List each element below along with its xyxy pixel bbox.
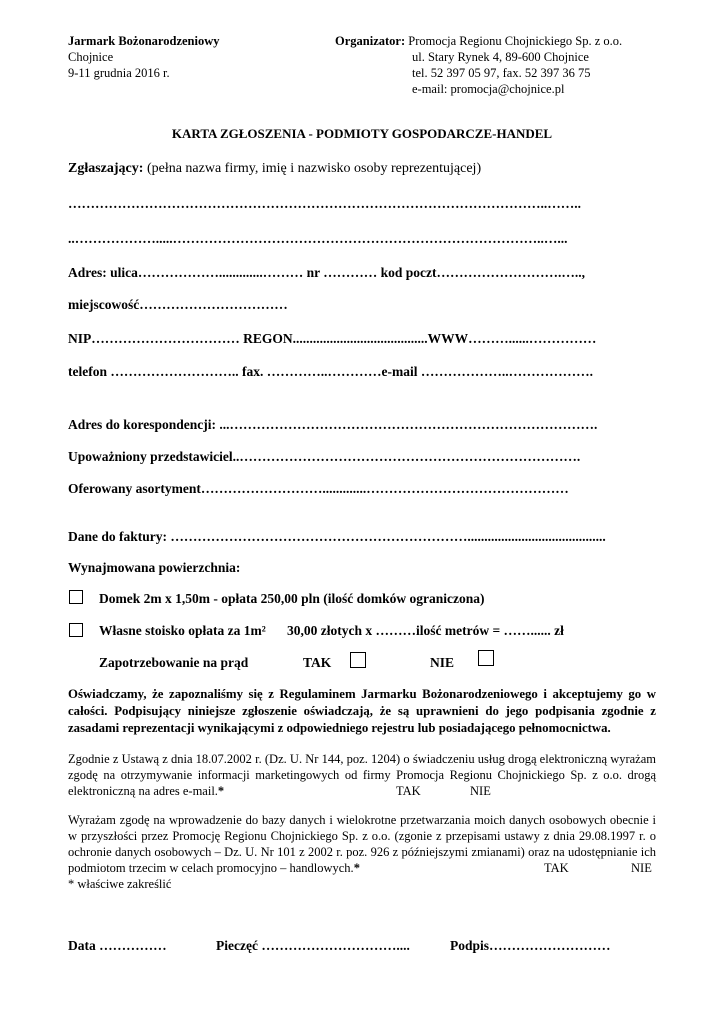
footnote: * właściwe zakreślić — [68, 877, 172, 891]
date-field[interactable]: Data …………… — [68, 938, 167, 953]
organizer-line — [335, 33, 622, 49]
power-no-checkbox[interactable] — [478, 650, 494, 666]
consent-1-yes[interactable]: TAK — [396, 784, 421, 798]
power-yes-label: TAK — [303, 655, 332, 670]
consent-1-text — [68, 751, 656, 799]
organizer-label: Organizator: — [335, 34, 406, 48]
consent-1-star: * — [217, 784, 225, 798]
applicant-hint: (pełna nazwa firmy, imię i nazwisko osoby reprezentującej) — [146, 161, 482, 176]
event-dates: 9-11 grudnia 2016 r. — [68, 66, 170, 80]
area-label: Wynajmowana powierzchnia: — [68, 560, 241, 575]
nip-regon-www-field[interactable]: NIP…………………………… REGON........................................WWW………......…………… — [68, 331, 597, 346]
option-1-label: Domek 2m x 1,50m - opłata 250,00 pln (ilość domków ograniczona) — [99, 591, 485, 606]
consent-2-yes[interactable]: TAK — [544, 861, 569, 875]
declaration-text: Oświadczamy, że zapoznaliśmy się z Regulaminem Jarmarku Bożonarodzeniowego i akceptujemy go w całości. Podpisujący niniejsze zgłoszenie oświadczają, że są uprawnieni do jego podpisania zgodnie z zasadami reprezentacji wynikającymi z odpowiedniego rejestru lub posiadającego pełnomocnictwa. — [68, 687, 656, 735]
consent-2-star: * — [353, 861, 360, 875]
consent-1-no[interactable]: NIE — [470, 784, 491, 798]
consent-1-body: Zgodnie z Ustawą z dnia 18.07.2002 r. (Dz. U. Nr 144, poz. 1204) o świadczeniu usług drogą elektroniczną wyrażam zgodę na otrzymywanie informacji marketingowych od firmy Promocja Regionu Chojnickiego Sp. z o.o. drogą elektroniczną na adres e-mail. — [68, 752, 656, 798]
applicant-field-1[interactable]: ……………………………………………………………………………………………..…….. — [68, 196, 581, 211]
applicant-line — [68, 161, 481, 177]
option-1-checkbox[interactable] — [69, 590, 83, 604]
consent-2-no[interactable]: NIE — [631, 861, 652, 875]
applicant-field-2[interactable]: ..……………….....………………………………………………………………………..…... — [68, 231, 568, 246]
power-no-label: NIE — [430, 655, 455, 670]
event-name: Jarmark Bożonarodzeniowy — [68, 34, 220, 48]
event-city: Chojnice — [68, 50, 114, 64]
applicant-label: Zgłaszający: — [68, 161, 144, 176]
stamp-field[interactable]: Pieczęć ………………………….... — [216, 938, 410, 953]
option-2-label: Własne stoisko opłata za 1m² — [99, 623, 266, 638]
correspondence-field[interactable]: Adres do korespondencji: ...………………………………………………………………………. — [68, 417, 598, 432]
phone-fax-email-field[interactable]: telefon ……………………….. fax. …………..…………e-mail ………………..………………. — [68, 364, 593, 379]
city-field[interactable]: miejscowość…………………………… — [68, 297, 288, 312]
power-label: Zapotrzebowanie na prąd — [99, 655, 249, 670]
organizer-name: Promocja Regionu Chojnickiego Sp. z o.o. — [408, 34, 623, 48]
form-title: KARTA ZGŁOSZENIA - PODMIOTY GOSPODARCZE-HANDEL — [171, 126, 553, 141]
organizer-address: ul. Stary Rynek 4, 89-600 Chojnice — [412, 50, 589, 64]
power-yes-checkbox[interactable] — [350, 652, 366, 668]
organizer-phone: tel. 52 397 05 97, fax. 52 397 36 75 — [412, 66, 591, 80]
address-field[interactable]: Adres: ulica……………….............……… nr ………… kod poczt……………………….….., — [68, 265, 586, 280]
consent-2-body: Wyrażam zgodę na wprowadzenie do bazy danych i wielokrotne przetwarzania moich danych osobowych obecnie i w przyszłości przez Promocję Regionu Chojnickiego Sp. z o.o. (zgonie z przepisami ustawy z dnia 29.08.1997 r. o ochronie danych osobowych – Dz. U. Nr 101 z 2002 r. poz. 926 z późniejszymi zmianami) oraz na udostępnianie ich podmiotom trzecim w celach promocyjno – handlowych. — [68, 813, 656, 875]
option-2-calc[interactable]: 30,00 złotych x ………ilość metrów = ……...... zł — [287, 623, 564, 638]
invoice-field[interactable]: Dane do faktury: …………………………………………………………......................................... — [68, 529, 606, 544]
option-2-checkbox[interactable] — [69, 623, 83, 637]
signature-field[interactable]: Podpis……………………… — [450, 938, 611, 953]
organizer-email: e-mail: promocja@chojnice.pl — [412, 82, 565, 96]
assortment-field[interactable]: Oferowany asortyment……………………….............……………………………………… — [68, 481, 569, 496]
representative-field[interactable]: Upoważniony przedstawiciel..…………………………………………………………………. — [68, 449, 581, 464]
